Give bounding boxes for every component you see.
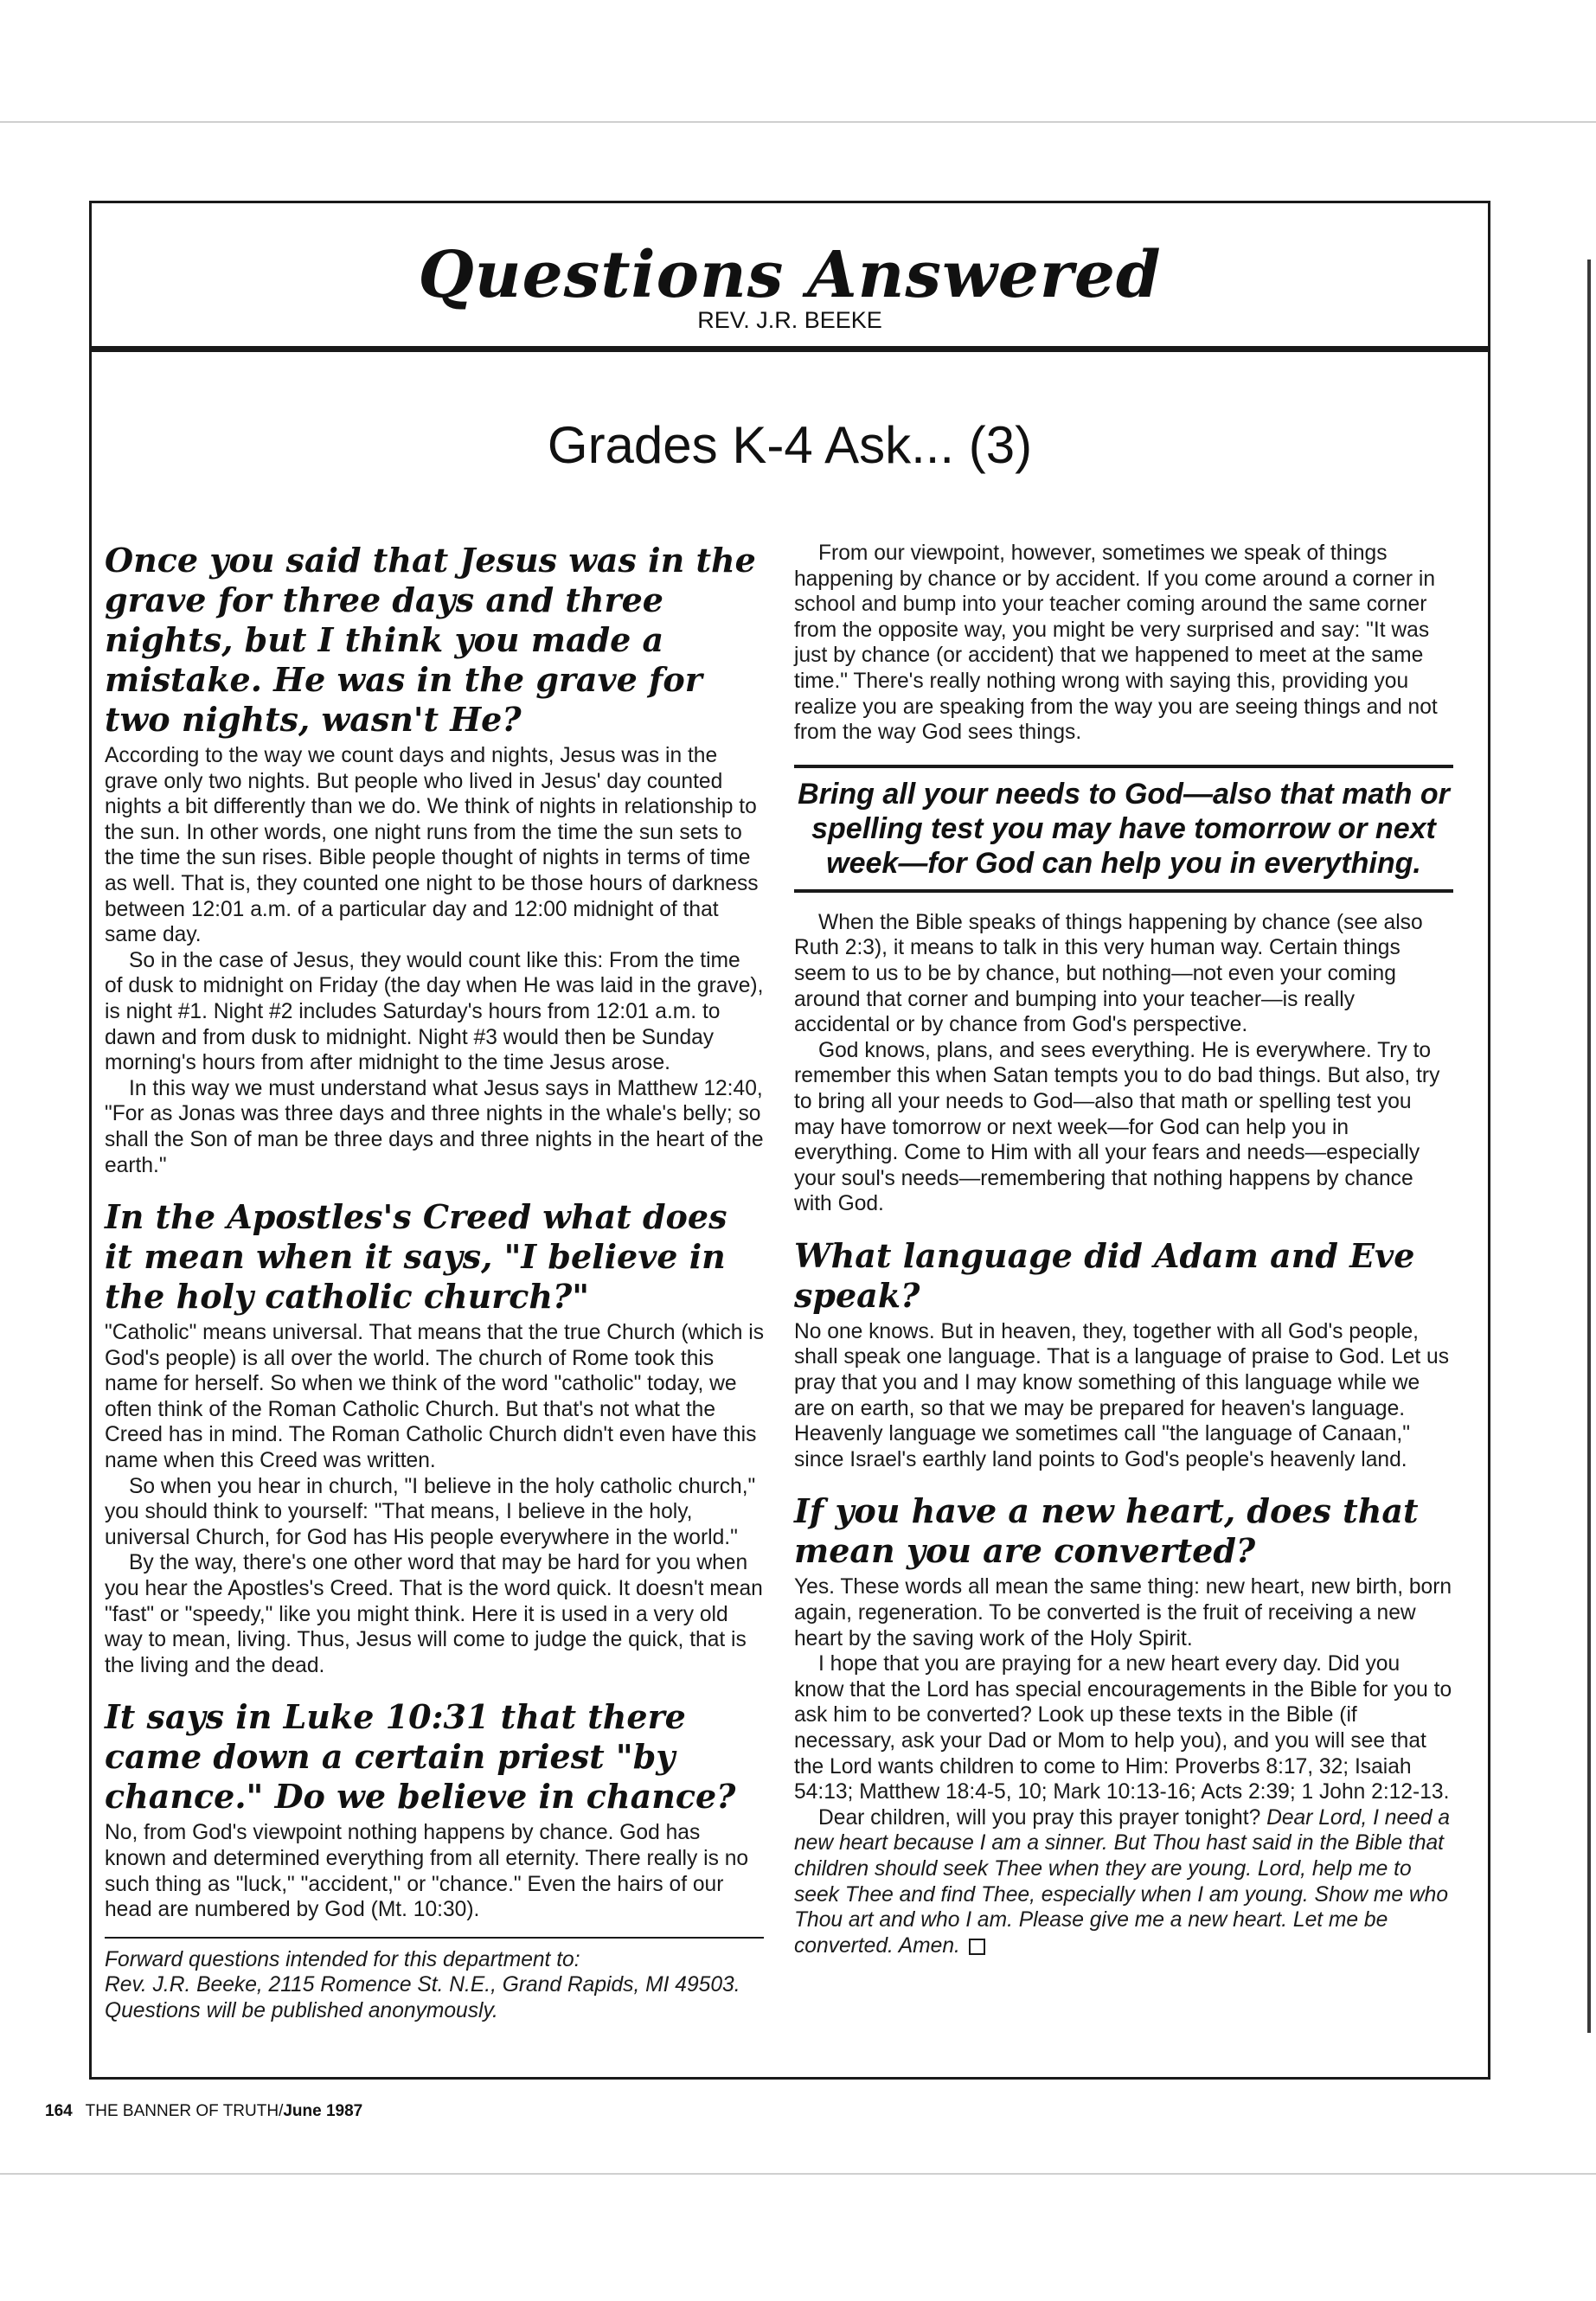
answer-paragraph: God knows, plans, and sees everything. He is everywhere. Try to remember this when Satan tempts you to do bad things. But also, try to bring all your needs to God—also that math or spelling test you may have tomorrow or next week—for God can help you in everything. Come to Him with all your fears and needs—especially your soul's needs—remembering that nothing happens by chance with God. xyxy=(794,1038,1440,1216)
column-title: Questions Answered xyxy=(418,238,1162,312)
scan-top-edge xyxy=(0,121,1596,123)
spacer xyxy=(105,1678,764,1697)
answer-paragraph: So in the case of Jesus, they would count like this: From the time of dusk to midnight on Friday (the day when He was laid in the grave), is night #1. Night #2 includes Saturday's hours from 12:01 a.m. to dawn and from dusk to midnight. Night #3 would then be Sunday morning's hours from after midnight to the time Jesus arose. xyxy=(105,948,764,1075)
closing-prayer: Dear Lord, I need a new heart because I am a sinner. But Thou hast said in the Bible that children should seek Thee when they are young. Lord, help me to seek Thee and find Thee, especially when I am young. Show me who Thou art and who I am. Please give me a new heart. Let me be converted. Amen. xyxy=(794,1805,1451,1958)
answer-paragraph: I hope that you are praying for a new heart every day. Did you know that the Lord has special encouragements in the Bible for you to ask him to be converted? Look up these texts in the Bible (if necessary, ask your Dad or Mom to help you), and you will see that the Lord wants children to come to Him: Proverbs 8:17, 32; Isaiah 54:13; Matthew 18:4-5, 10; Mark 10:13-16; Acts 2:39; 1 John 2:12-13. xyxy=(794,1652,1452,1804)
submission-note: Forward questions intended for this department to: xyxy=(105,1947,580,1971)
scan-right-edge xyxy=(1587,260,1591,2033)
answer-paragraph: So when you hear in church, "I believe in the holy catholic church," you should think to yourself: "That means, I believe in the holy, universal Church, for God has His people everywhere in the world." xyxy=(105,1474,756,1549)
issue-date: June 1987 xyxy=(283,2102,363,2120)
submission-address: Rev. J.R. Beeke, 2115 Romence St. N.E., Grand Rapids, MI 49503. xyxy=(105,1973,740,1997)
spacer xyxy=(794,1217,1453,1236)
column-header xyxy=(92,203,1488,350)
answer-paragraph: No, from God's viewpoint nothing happens by chance. God has known and determined everything from all eternity. There really is no such thing as "luck," "accident," or "chance." Even the hairs of our head are numbered by God (Mt. 10:30). xyxy=(105,1821,749,1922)
page-number: 164 xyxy=(45,2102,73,2120)
article-frame xyxy=(89,201,1490,2080)
article-title: Grades K-4 Ask... (3) xyxy=(547,416,1033,474)
page-footer xyxy=(45,2102,362,2121)
spacer xyxy=(794,1472,1453,1491)
answer-paragraph: From our viewpoint, however, sometimes we speak of things happening by chance or by accident. If you come around a corner in school and bump into your teacher coming around the same corner from the opposite way, you might be very surprised and say: "It was just by chance (or accident) that we happened to meet at the same time." There's really nothing wrong with saying this, providing you realize you are speaking from the way you are seeing things and not from the way God sees things. xyxy=(794,542,1438,745)
column-author: REV. J.R. BEEKE xyxy=(697,307,882,333)
answer-paragraph: When the Bible speaks of things happening by chance (see also Ruth 2:3), it means to talk in this very human way. Certain things seem to us to be by chance, but nothing—not even your coming around that corner and bumping into your teacher—is really accidental or by chance from God's perspective. xyxy=(794,910,1423,1037)
question-heading: It says in Luke 10:31 that there came down a certain priest "by chance." Do we believe in chance? xyxy=(105,1697,736,1817)
question-heading: Once you said that Jesus was in the grave for three days and three nights, but I think you made a mistake. He was in the grave for two nights, wasn't He? xyxy=(105,541,756,739)
spacer xyxy=(105,1178,764,1197)
closing-paragraph xyxy=(794,1805,1453,1959)
note-rule xyxy=(105,1937,764,1939)
publication-name: THE BANNER OF TRUTH/ xyxy=(85,2102,284,2120)
question-heading: In the Apostles's Creed what does it mean when it says, "I believe in the holy catholic church?" xyxy=(105,1197,727,1317)
submission-note: Questions will be published anonymously. xyxy=(105,1998,498,2022)
closing-intro: Dear children, will you pray this prayer tonight? xyxy=(818,1805,1261,1830)
left-column xyxy=(105,541,764,2024)
pull-quote: Bring all your needs to God—also that math or spelling test you may have tomorrow or next week—for God can help you in everything. xyxy=(798,777,1450,880)
answer-paragraph: Yes. These words all mean the same thing: new heart, new birth, born again, regeneration. To be converted is the fruit of receiving a new heart by the saving work of the Holy Spirit. xyxy=(794,1575,1452,1650)
answer-paragraph: According to the way we count days and nights, Jesus was in the grave only two nights. But people who lived in Jesus' day counted nights a bit differently than we do. We think of nights in relationship to the sun. In other words, one night runs from the time the sun sets to the time the sun rises. Bible people thought of nights in terms of time as well. That is, they counted one night to be those hours of darkness between 12:01 a.m. of a particular day and 12:00 midnight of that same day. xyxy=(105,744,759,947)
right-column xyxy=(794,541,1453,1958)
header-rule xyxy=(92,346,1488,352)
answer-paragraph: "Catholic" means universal. That means that the true Church (which is God's people) is all over the world. The church of Rome took this name for herself. So when we think of the word "catholic" today, we often think of the Roman Catholic Church. But that's not what the Creed has in mind. The Roman Catholic Church didn't even have this name when this Creed was written. xyxy=(105,1321,764,1473)
question-heading: If you have a new heart, does that mean you are converted? xyxy=(794,1491,1419,1571)
answer-paragraph: No one knows. But in heaven, they, together with all God's people, shall speak one language. That is a language of praise to God. Let us pray that you and I may know something of this language while we are on earth, so that we may be prepared for heaven's language. Heavenly language we sometimes call "the language of Canaan," since Israel's earthly land points to God's people's heavenly land. xyxy=(794,1319,1450,1471)
pull-quote-box xyxy=(794,765,1453,893)
scan-bottom-edge xyxy=(0,2173,1596,2175)
answer-paragraph: In this way we must understand what Jesus says in Matthew 12:40, "For as Jonas was three days and three nights in the whale's belly; so shall the Son of man be three days and three nights in the heart of the earth." xyxy=(105,1076,764,1177)
question-heading: What language did Adam and Eve speak? xyxy=(794,1235,1415,1315)
end-mark-icon xyxy=(969,1939,985,1955)
answer-paragraph: By the way, there's one other word that may be hard for you when you hear the Apostles's Creed. That is the word quick. It doesn't mean "fast" or "speedy," like you might think. Here it is used in a very old way to mean, living. Thus, Jesus will come to judge the quick, that is the living and the dead. xyxy=(105,1551,763,1677)
